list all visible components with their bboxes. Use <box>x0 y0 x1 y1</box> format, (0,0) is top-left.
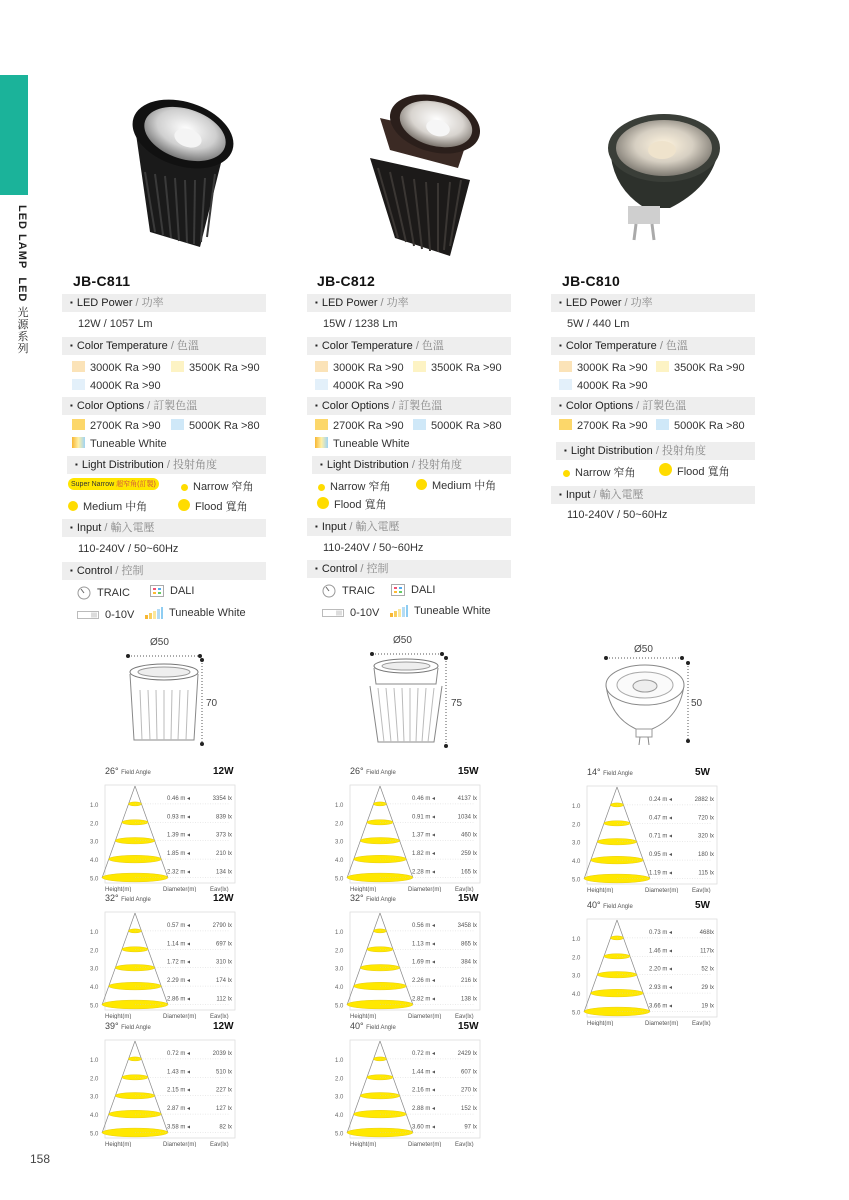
axis-label-diameter: Diameter(m) <box>408 1142 442 1147</box>
color-temp-item: 3500K Ra >90 <box>413 361 502 374</box>
diameter-value: 2.26 m ◂ <box>412 978 436 985</box>
cone-chart <box>334 1021 480 1147</box>
color-option-item: 2700K Ra >90 <box>559 419 648 432</box>
color-temp-item: 4000K Ra >90 <box>559 379 648 392</box>
height-tick: 4.0 <box>335 985 344 992</box>
led-power-value: 12W / 1057 Lm <box>78 318 153 330</box>
field-angle-label: Field Angle <box>121 1025 151 1031</box>
tuneable-white-swatch <box>315 437 328 448</box>
eav-value: 152 lx <box>460 1106 477 1113</box>
cone-wattage: 15W <box>458 893 479 904</box>
color-temp-item: 4000K Ra >90 <box>315 379 404 392</box>
diameter-value: 1.69 m ◂ <box>412 959 436 966</box>
diameter-value: 1.85 m ◂ <box>167 851 191 858</box>
cone-diagram <box>334 1029 484 1147</box>
axis-label-height: Height(m) <box>350 887 377 892</box>
section-color-options: ▪ Color Options / 訂製色溫 <box>551 397 755 415</box>
dimension-drawing-jb-c810 <box>598 655 698 750</box>
control-0-10v: 0-10V <box>77 609 134 621</box>
eav-value: 4137 lx <box>457 795 477 802</box>
section-light-distribution: ▪ Light Distribution / 投射角度 <box>556 442 755 460</box>
field-angle-label: Field Angle <box>121 770 151 776</box>
swatch-5000k <box>413 419 426 430</box>
narrow-beam-dot <box>318 484 325 491</box>
height-tick: 5.0 <box>335 876 344 883</box>
tuneable-bars-icon <box>145 607 163 619</box>
color-temp-item: 4000K Ra >90 <box>72 379 161 392</box>
cone-chart <box>89 766 235 892</box>
field-angle-label: Field Angle <box>366 897 396 903</box>
slider-switch-icon <box>77 611 99 619</box>
dimension-height: 75 <box>451 698 463 709</box>
height-tick: 1.0 <box>335 1057 344 1064</box>
input-value: 110-240V / 50~60Hz <box>323 542 424 554</box>
color-option-item: 2700K Ra >90 <box>72 419 161 432</box>
diameter-value: 2.88 m ◂ <box>412 1106 436 1113</box>
swatch-3500k <box>413 361 426 372</box>
dimension-drawing-jb-c812 <box>362 648 462 748</box>
height-tick: 3.0 <box>335 1094 344 1101</box>
dimension-diameter: Ø50 <box>634 644 653 655</box>
control-dali: DALI <box>391 584 435 596</box>
diameter-value: 2.20 m ◂ <box>649 966 673 973</box>
section-control: ▪ Control / 控制 <box>307 560 511 578</box>
section-led-power: ▪ LED Power / 功率 <box>62 294 266 312</box>
diameter-value: 0.47 m ◂ <box>649 815 673 822</box>
narrow-beam-dot <box>563 470 570 477</box>
eav-value: 510 lx <box>215 1069 232 1076</box>
color-temp-item: 3000K Ra >90 <box>315 361 404 374</box>
height-tick: 3.0 <box>572 973 581 980</box>
diameter-value: 1.37 m ◂ <box>412 832 436 839</box>
eav-value: 839 lx <box>215 814 232 821</box>
height-tick: 1.0 <box>90 1057 99 1064</box>
model-title: JB-C810 <box>562 273 621 289</box>
height-tick: 1.0 <box>90 929 99 936</box>
axis-label-eav: Eav(lx) <box>455 887 474 892</box>
axis-label-diameter: Diameter(m) <box>163 887 197 892</box>
eav-value: 97 lx <box>464 1124 477 1131</box>
eav-value: 127 lx <box>215 1106 232 1113</box>
cone-chart <box>571 900 717 1026</box>
eav-value: 607 lx <box>460 1069 477 1076</box>
page-number: 158 <box>30 1152 51 1166</box>
axis-label-eav: Eav(lx) <box>210 1142 229 1147</box>
axis-label-height: Height(m) <box>105 1014 132 1019</box>
diameter-value: 2.86 m ◂ <box>167 996 191 1003</box>
eav-value: 165 lx <box>460 869 477 876</box>
eav-value: 174 lx <box>215 978 232 985</box>
axis-label-diameter: Diameter(m) <box>645 1021 679 1026</box>
narrow-beam-dot <box>181 484 188 491</box>
cone-wattage: 15W <box>458 766 479 777</box>
height-tick: 4.0 <box>572 859 581 866</box>
height-tick: 2.0 <box>90 948 99 955</box>
cone-diagram <box>89 901 239 1019</box>
cone-diagram <box>334 774 484 892</box>
diameter-value: 3.58 m ◂ <box>167 1124 191 1131</box>
eav-value: 460 lx <box>460 832 477 839</box>
swatch-2700k <box>72 419 85 430</box>
dimension-height: 70 <box>206 698 218 709</box>
diameter-value: 2.28 m ◂ <box>412 869 436 876</box>
section-color-options: ▪ Color Options / 訂製色溫 <box>62 397 266 415</box>
dimmer-knob-icon <box>77 586 91 600</box>
field-angle-label: Field Angle <box>366 1025 396 1031</box>
distribution-flood: Flood 寬角 <box>178 498 248 514</box>
eav-value: 117lx <box>700 948 714 955</box>
height-tick: 2.0 <box>90 821 99 828</box>
control-traic: TRAIC <box>77 586 130 600</box>
height-tick: 2.0 <box>335 948 344 955</box>
cone-wattage: 15W <box>458 1021 479 1032</box>
height-tick: 5.0 <box>572 877 581 884</box>
axis-label-eav: Eav(lx) <box>455 1014 474 1019</box>
section-tab <box>0 75 28 195</box>
section-color-options: ▪ Color Options / 訂製色溫 <box>307 397 511 415</box>
height-tick: 1.0 <box>572 936 581 943</box>
cone-diagram <box>334 901 484 1019</box>
axis-label-height: Height(m) <box>587 1021 614 1026</box>
diameter-value: 1.39 m ◂ <box>167 832 191 839</box>
eav-value: 134 lx <box>215 869 232 876</box>
swatch-3000k <box>315 361 328 372</box>
eav-value: 2429 lx <box>457 1050 477 1057</box>
axis-label-height: Height(m) <box>350 1014 377 1019</box>
height-tick: 2.0 <box>572 955 581 962</box>
medium-beam-dot <box>68 501 78 511</box>
swatch-4000k <box>559 379 572 390</box>
field-angle-label: Field Angle <box>121 897 151 903</box>
diameter-value: 0.72 m ◂ <box>412 1050 436 1057</box>
dimension-height: 50 <box>691 698 703 709</box>
diameter-value: 1.13 m ◂ <box>412 941 436 948</box>
eav-value: 216 lx <box>460 978 477 985</box>
eav-value: 2882 lx <box>694 796 714 803</box>
distribution-narrow: Narrow 窄角 <box>318 478 391 494</box>
distribution-flood: Flood 寬角 <box>317 496 387 512</box>
super-narrow-badge: Super Narrow 超窄角(訂製) <box>68 478 159 490</box>
slider-switch-icon <box>322 609 344 617</box>
diameter-value: 1.72 m ◂ <box>167 959 191 966</box>
eav-value: 320 lx <box>697 833 714 840</box>
field-angle-value: 26° <box>105 766 122 776</box>
diameter-value: 0.93 m ◂ <box>167 814 191 821</box>
swatch-3500k <box>656 361 669 372</box>
product-photo-jb-c810 <box>600 108 730 248</box>
diameter-value: 2.93 m ◂ <box>649 985 673 992</box>
eav-value: 468lx <box>699 929 714 936</box>
eav-value: 3458 lx <box>457 922 477 929</box>
color-option-item: 5000K Ra >80 <box>171 419 260 432</box>
diameter-value: 1.46 m ◂ <box>649 948 673 955</box>
height-tick: 3.0 <box>335 839 344 846</box>
swatch-5000k <box>171 419 184 430</box>
height-tick: 4.0 <box>572 992 581 999</box>
height-tick: 3.0 <box>572 840 581 847</box>
eav-value: 210 lx <box>215 851 232 858</box>
model-title: JB-C812 <box>317 273 376 289</box>
diameter-value: 0.57 m ◂ <box>167 922 191 929</box>
field-angle-value: 39° <box>105 1021 122 1031</box>
color-option-item: 5000K Ra >80 <box>413 419 502 432</box>
distribution-medium: Medium 中角 <box>416 477 496 493</box>
field-angle-value: 40° <box>350 1021 367 1031</box>
diameter-value: 0.46 m ◂ <box>412 795 436 802</box>
height-tick: 2.0 <box>335 821 344 828</box>
height-tick: 5.0 <box>90 1131 99 1138</box>
eav-value: 227 lx <box>215 1087 232 1094</box>
cone-chart <box>334 766 480 892</box>
field-angle-label: Field Angle <box>603 771 633 777</box>
diameter-value: 2.32 m ◂ <box>167 869 191 876</box>
field-angle-value: 32° <box>350 893 367 903</box>
axis-label-eav: Eav(lx) <box>692 1021 711 1026</box>
axis-label-diameter: Diameter(m) <box>163 1142 197 1147</box>
input-value: 110-240V / 50~60Hz <box>78 543 179 555</box>
height-tick: 3.0 <box>90 1094 99 1101</box>
diameter-value: 3.60 m ◂ <box>412 1124 436 1131</box>
axis-label-diameter: Diameter(m) <box>408 887 442 892</box>
cone-wattage: 5W <box>695 767 710 778</box>
medium-beam-dot <box>416 479 427 490</box>
axis-label-height: Height(m) <box>350 1142 377 1147</box>
axis-label-eav: Eav(lx) <box>210 1014 229 1019</box>
diameter-value: 3.66 m ◂ <box>649 1003 673 1010</box>
distribution-super-narrow <box>68 478 159 490</box>
control-tuneable-white: Tuneable White <box>145 607 246 619</box>
height-tick: 5.0 <box>90 1003 99 1010</box>
swatch-5000k <box>656 419 669 430</box>
dali-panel-icon <box>391 584 405 596</box>
color-option-item: 2700K Ra >90 <box>315 419 404 432</box>
distribution-flood: Flood 寬角 <box>659 463 730 479</box>
height-tick: 3.0 <box>335 966 344 973</box>
diameter-value: 2.87 m ◂ <box>167 1106 191 1113</box>
eav-value: 259 lx <box>460 851 477 858</box>
height-tick: 1.0 <box>335 802 344 809</box>
product-photo-jb-c812 <box>340 88 490 263</box>
section-label: LED LAMP LED 光源系列 <box>16 205 28 355</box>
swatch-4000k <box>72 379 85 390</box>
axis-label-eav: Eav(lx) <box>455 1142 474 1147</box>
axis-label-diameter: Diameter(m) <box>645 888 679 893</box>
eav-value: 19 lx <box>701 1003 714 1010</box>
height-tick: 1.0 <box>335 929 344 936</box>
cone-chart <box>571 767 717 893</box>
diameter-value: 0.24 m ◂ <box>649 796 673 803</box>
diameter-value: 2.29 m ◂ <box>167 978 191 985</box>
swatch-3000k <box>559 361 572 372</box>
height-tick: 5.0 <box>335 1131 344 1138</box>
cone-chart <box>89 1021 235 1147</box>
color-option-item: Tuneable White <box>315 437 410 450</box>
field-angle-value: 14° <box>587 767 604 777</box>
height-tick: 4.0 <box>90 985 99 992</box>
axis-label-eav: Eav(lx) <box>692 888 711 893</box>
cone-chart <box>334 893 480 1019</box>
eav-value: 3354 lx <box>212 795 232 802</box>
height-tick: 5.0 <box>335 1003 344 1010</box>
section-input: ▪ Input / 輸入電壓 <box>551 486 755 504</box>
led-power-value: 5W / 440 Lm <box>567 318 630 330</box>
eav-value: 82 lx <box>219 1124 232 1131</box>
diameter-value: 2.82 m ◂ <box>412 996 436 1003</box>
swatch-2700k <box>315 419 328 430</box>
flood-beam-dot <box>317 497 329 509</box>
height-tick: 4.0 <box>90 858 99 865</box>
eav-value: 310 lx <box>215 959 232 966</box>
axis-label-height: Height(m) <box>105 887 132 892</box>
height-tick: 1.0 <box>572 803 581 810</box>
height-tick: 2.0 <box>90 1076 99 1083</box>
distribution-narrow: Narrow 窄角 <box>563 464 636 480</box>
control-tuneable-white: Tuneable White <box>390 605 491 617</box>
eav-value: 373 lx <box>215 832 232 839</box>
field-angle-value: 32° <box>105 893 122 903</box>
diameter-value: 1.82 m ◂ <box>412 851 436 858</box>
eav-value: 697 lx <box>215 941 232 948</box>
distribution-narrow: Narrow 窄角 <box>181 478 254 494</box>
color-temp-item: 3500K Ra >90 <box>171 361 260 374</box>
eav-value: 720 lx <box>697 815 714 822</box>
swatch-3500k <box>171 361 184 372</box>
dimension-diameter: Ø50 <box>393 635 412 646</box>
model-title: JB-C811 <box>73 273 131 289</box>
cone-diagram <box>89 1029 239 1147</box>
swatch-4000k <box>315 379 328 390</box>
section-color-temperature: ▪ Color Temperature / 色溫 <box>62 337 266 355</box>
eav-value: 2790 lx <box>212 922 232 929</box>
section-input: ▪ Input / 輸入電壓 <box>307 518 511 536</box>
swatch-2700k <box>559 419 572 430</box>
section-control: ▪ Control / 控制 <box>62 562 266 580</box>
height-tick: 2.0 <box>572 822 581 829</box>
height-tick: 4.0 <box>90 1113 99 1120</box>
diameter-value: 0.91 m ◂ <box>412 814 436 821</box>
flood-beam-dot <box>659 463 672 476</box>
dimmer-knob-icon <box>322 584 336 598</box>
diameter-value: 0.56 m ◂ <box>412 922 436 929</box>
distribution-medium: Medium 中角 <box>68 498 147 514</box>
diameter-value: 1.19 m ◂ <box>649 870 673 877</box>
section-light-distribution: ▪ Light Distribution / 投射角度 <box>312 456 511 474</box>
section-input: ▪ Input / 輸入電壓 <box>62 519 266 537</box>
dimension-drawing-jb-c811 <box>120 650 220 750</box>
cone-diagram <box>571 775 721 893</box>
swatch-3000k <box>72 361 85 372</box>
height-tick: 4.0 <box>335 1113 344 1120</box>
cone-wattage: 12W <box>213 893 234 904</box>
axis-label-height: Height(m) <box>587 888 614 893</box>
dimension-diameter: Ø50 <box>150 637 169 648</box>
field-angle-label: Field Angle <box>603 904 633 910</box>
height-tick: 5.0 <box>572 1010 581 1017</box>
eav-value: 180 lx <box>697 852 714 859</box>
height-tick: 4.0 <box>335 858 344 865</box>
eav-value: 52 lx <box>701 966 714 973</box>
diameter-value: 0.46 m ◂ <box>167 795 191 802</box>
height-tick: 5.0 <box>90 876 99 883</box>
eav-value: 1034 lx <box>457 814 477 821</box>
control-dali: DALI <box>150 585 194 597</box>
flood-beam-dot <box>178 499 190 511</box>
cone-wattage: 12W <box>213 766 234 777</box>
color-temp-item: 3000K Ra >90 <box>559 361 648 374</box>
eav-value: 29 lx <box>701 985 714 992</box>
height-tick: 2.0 <box>335 1076 344 1083</box>
eav-value: 112 lx <box>216 996 232 1003</box>
section-led-power: ▪ LED Power / 功率 <box>307 294 511 312</box>
height-tick: 3.0 <box>90 839 99 846</box>
diameter-value: 1.43 m ◂ <box>167 1069 191 1076</box>
height-tick: 3.0 <box>90 966 99 973</box>
field-angle-value: 26° <box>350 766 367 776</box>
control-traic: TRAIC <box>322 584 375 598</box>
diameter-value: 2.15 m ◂ <box>167 1087 191 1094</box>
field-angle-value: 40° <box>587 900 604 910</box>
eav-value: 138 lx <box>460 996 477 1003</box>
color-temp-item: 3500K Ra >90 <box>656 361 745 374</box>
field-angle-label: Field Angle <box>366 770 396 776</box>
eav-value: 384 lx <box>460 959 477 966</box>
eav-value: 865 lx <box>460 941 477 948</box>
cone-diagram <box>89 774 239 892</box>
color-option-item: 5000K Ra >80 <box>656 419 745 432</box>
tuneable-white-swatch <box>72 437 85 448</box>
cone-wattage: 12W <box>213 1021 234 1032</box>
section-led-power: ▪ LED Power / 功率 <box>551 294 755 312</box>
diameter-value: 0.95 m ◂ <box>649 852 673 859</box>
eav-value: 115 lx <box>698 870 714 877</box>
axis-label-height: Height(m) <box>105 1142 132 1147</box>
diameter-value: 2.16 m ◂ <box>412 1087 436 1094</box>
cone-diagram <box>571 908 721 1026</box>
cone-wattage: 5W <box>695 900 710 911</box>
diameter-value: 0.72 m ◂ <box>167 1050 191 1057</box>
product-photo-jb-c811 <box>95 92 245 262</box>
diameter-value: 0.71 m ◂ <box>649 833 673 840</box>
color-option-item: Tuneable White <box>72 437 167 450</box>
color-temp-item: 3000K Ra >90 <box>72 361 161 374</box>
led-power-value: 15W / 1238 Lm <box>323 318 398 330</box>
diameter-value: 0.73 m ◂ <box>649 929 673 936</box>
axis-label-diameter: Diameter(m) <box>408 1014 442 1019</box>
eav-value: 2039 lx <box>212 1050 232 1057</box>
height-tick: 1.0 <box>90 802 99 809</box>
dali-panel-icon <box>150 585 164 597</box>
diameter-value: 1.44 m ◂ <box>412 1069 436 1076</box>
section-color-temperature: ▪ Color Temperature / 色溫 <box>307 337 511 355</box>
tuneable-bars-icon <box>390 605 408 617</box>
control-0-10v: 0-10V <box>322 607 379 619</box>
diameter-value: 1.14 m ◂ <box>167 941 191 948</box>
axis-label-eav: Eav(lx) <box>210 887 229 892</box>
cone-chart <box>89 893 235 1019</box>
input-value: 110-240V / 50~60Hz <box>567 509 668 521</box>
section-light-distribution: ▪ Light Distribution / 投射角度 <box>67 456 266 474</box>
axis-label-diameter: Diameter(m) <box>163 1014 197 1019</box>
section-color-temperature: ▪ Color Temperature / 色溫 <box>551 337 755 355</box>
eav-value: 270 lx <box>460 1087 477 1094</box>
